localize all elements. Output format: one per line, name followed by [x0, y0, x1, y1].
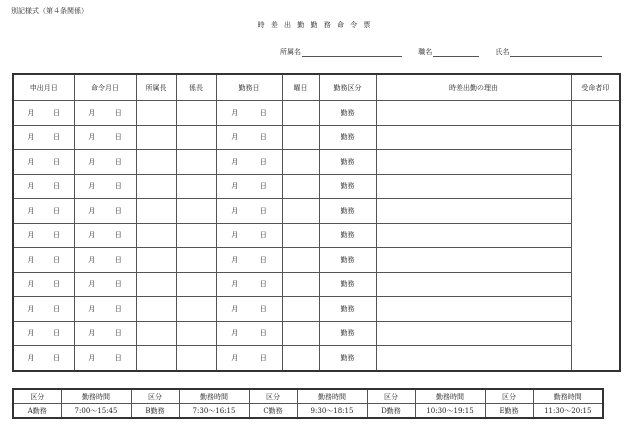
- legend-time: 7:00〜15:45: [61, 404, 131, 419]
- legend-time: 7:30〜16:15: [179, 404, 249, 419]
- reason-cell[interactable]: [376, 272, 571, 297]
- work-type-label: 勤務: [340, 329, 355, 338]
- work-type-label: 勤務: [340, 231, 355, 240]
- day-label: 日: [259, 206, 267, 215]
- work-date-cell[interactable]: [216, 321, 282, 346]
- table-row: [13, 199, 620, 224]
- chief-seal-cell[interactable]: [176, 125, 216, 150]
- month-label: 月: [231, 231, 239, 240]
- legend-time-header: 勤務時間: [415, 389, 485, 404]
- weekday-cell[interactable]: [282, 321, 319, 346]
- month-label: 月: [27, 353, 35, 362]
- legend-time: 9:30〜18:15: [297, 404, 367, 419]
- chief-seal-cell[interactable]: [176, 248, 216, 273]
- chief-seal-cell[interactable]: [176, 223, 216, 248]
- work-date-cell[interactable]: [216, 150, 282, 175]
- manager-seal-cell[interactable]: [136, 297, 176, 322]
- order-date-cell[interactable]: [74, 321, 136, 346]
- request-date-cell[interactable]: [13, 223, 74, 248]
- reason-cell[interactable]: [376, 199, 571, 224]
- work-type-label: 勤務: [340, 304, 355, 313]
- month-label: 月: [231, 304, 239, 313]
- day-label: 日: [114, 108, 122, 117]
- request-date-cell[interactable]: [13, 101, 74, 126]
- manager-seal-cell[interactable]: [136, 101, 176, 126]
- day-label: 日: [53, 280, 61, 289]
- month-label: 月: [27, 133, 35, 142]
- col-manager: 所属長: [136, 74, 176, 101]
- legend-kubun-header: 区分: [367, 389, 415, 404]
- legend-kubun: A勤務: [13, 404, 61, 419]
- order-date-cell[interactable]: [74, 297, 136, 322]
- work-type-cell[interactable]: [319, 199, 376, 224]
- month-label: 月: [88, 304, 96, 313]
- order-date-cell[interactable]: [74, 248, 136, 273]
- month-label: 月: [231, 182, 239, 191]
- month-label: 月: [231, 353, 239, 362]
- shift-legend-table: [12, 388, 604, 419]
- recipient-stamp-cell[interactable]: [571, 272, 620, 297]
- request-date-cell[interactable]: [13, 150, 74, 175]
- legend-kubun: C勤務: [249, 404, 297, 419]
- day-label: 日: [114, 206, 122, 215]
- day-label: 日: [114, 353, 122, 362]
- recipient-stamp-cell[interactable]: [571, 150, 620, 175]
- day-label: 日: [259, 182, 267, 191]
- order-date-cell[interactable]: [74, 272, 136, 297]
- manager-seal-cell[interactable]: [136, 272, 176, 297]
- order-date-cell[interactable]: [74, 150, 136, 175]
- legend-header-row: [13, 389, 603, 404]
- request-date-cell[interactable]: [13, 321, 74, 346]
- month-label: 月: [27, 231, 35, 240]
- month-label: 月: [231, 329, 239, 338]
- work-date-cell[interactable]: [216, 174, 282, 199]
- work-type-label: 勤務: [340, 182, 355, 191]
- work-type-label: 勤務: [340, 206, 355, 215]
- work-type-label: 勤務: [340, 353, 355, 362]
- order-date-cell[interactable]: [74, 101, 136, 126]
- day-label: 日: [114, 133, 122, 142]
- day-label: 日: [53, 304, 61, 313]
- month-label: 月: [27, 255, 35, 264]
- request-date-cell[interactable]: [13, 174, 74, 199]
- month-label: 月: [27, 206, 35, 215]
- request-date-cell[interactable]: [13, 199, 74, 224]
- work-order-table: [12, 73, 621, 372]
- table-header-row: [13, 74, 620, 101]
- col-request-date: 申出月日: [13, 74, 74, 101]
- work-type-cell[interactable]: [319, 174, 376, 199]
- legend-kubun: E勤務: [485, 404, 533, 419]
- weekday-cell[interactable]: [282, 101, 319, 126]
- day-label: 日: [53, 353, 61, 362]
- reason-cell[interactable]: [376, 297, 571, 322]
- day-label: 日: [259, 329, 267, 338]
- reason-cell[interactable]: [376, 223, 571, 248]
- table-row: [13, 150, 620, 175]
- recipient-stamp-cell[interactable]: [571, 248, 620, 273]
- month-label: 月: [27, 182, 35, 191]
- day-label: 日: [114, 182, 122, 191]
- day-label: 日: [114, 304, 122, 313]
- manager-seal-cell[interactable]: [136, 125, 176, 150]
- day-label: 日: [53, 206, 61, 215]
- recipient-stamp-cell[interactable]: [571, 199, 620, 224]
- work-date-cell[interactable]: [216, 248, 282, 273]
- recipient-stamp-cell[interactable]: [571, 321, 620, 346]
- reason-cell[interactable]: [376, 248, 571, 273]
- legend-time: 11:30〜20:15: [533, 404, 603, 419]
- day-label: 日: [114, 255, 122, 264]
- chief-seal-cell[interactable]: [176, 174, 216, 199]
- table-row: [13, 174, 620, 199]
- legend-kubun-header: 区分: [131, 389, 179, 404]
- day-label: 日: [259, 108, 267, 117]
- work-type-cell[interactable]: [319, 346, 376, 371]
- month-label: 月: [88, 255, 96, 264]
- manager-seal-cell[interactable]: [136, 174, 176, 199]
- day-label: 日: [53, 157, 61, 166]
- day-label: 日: [259, 133, 267, 142]
- col-work-type: 勤務区分: [319, 74, 376, 101]
- work-type-cell[interactable]: [319, 223, 376, 248]
- month-label: 月: [231, 280, 239, 289]
- weekday-cell[interactable]: [282, 199, 319, 224]
- work-date-cell[interactable]: [216, 272, 282, 297]
- chief-seal-cell[interactable]: [176, 199, 216, 224]
- request-date-cell[interactable]: [13, 297, 74, 322]
- work-type-label: 勤務: [340, 133, 355, 142]
- work-type-label: 勤務: [340, 108, 355, 117]
- table-row: [13, 346, 620, 371]
- chief-seal-cell[interactable]: [176, 297, 216, 322]
- work-type-cell[interactable]: [319, 125, 376, 150]
- name-field[interactable]: [495, 47, 602, 57]
- col-weekday: 曜日: [282, 74, 319, 101]
- table-row: [13, 248, 620, 273]
- work-type-label: 勤務: [340, 157, 355, 166]
- month-label: 月: [88, 108, 96, 117]
- weekday-cell[interactable]: [282, 297, 319, 322]
- chief-seal-cell[interactable]: [176, 346, 216, 371]
- legend-kubun-header: 区分: [13, 389, 61, 404]
- recipient-stamp-cell[interactable]: [571, 174, 620, 199]
- request-date-cell[interactable]: [13, 125, 74, 150]
- legend-time-header: 勤務時間: [179, 389, 249, 404]
- day-label: 日: [53, 329, 61, 338]
- day-label: 日: [53, 231, 61, 240]
- position-label: 職名: [418, 48, 433, 56]
- month-label: 月: [88, 353, 96, 362]
- office-blank[interactable]: [302, 48, 402, 57]
- manager-seal-cell[interactable]: [136, 346, 176, 371]
- work-date-cell[interactable]: [216, 199, 282, 224]
- month-label: 月: [27, 280, 35, 289]
- month-label: 月: [27, 304, 35, 313]
- work-type-label: 勤務: [340, 255, 355, 264]
- day-label: 日: [53, 182, 61, 191]
- work-type-cell[interactable]: [319, 321, 376, 346]
- month-label: 月: [88, 280, 96, 289]
- month-label: 月: [27, 157, 35, 166]
- day-label: 日: [259, 157, 267, 166]
- weekday-cell[interactable]: [282, 346, 319, 371]
- weekday-cell[interactable]: [282, 174, 319, 199]
- month-label: 月: [88, 231, 96, 240]
- manager-seal-cell[interactable]: [136, 223, 176, 248]
- chief-seal-cell[interactable]: [176, 321, 216, 346]
- recipient-stamp-cell[interactable]: [571, 223, 620, 248]
- col-chief: 係長: [176, 74, 216, 101]
- legend-kubun: B勤務: [131, 404, 179, 419]
- page-title: 時 差 出 勤 勤 務 命 令 票: [257, 21, 373, 29]
- order-date-cell[interactable]: [74, 174, 136, 199]
- month-label: 月: [231, 206, 239, 215]
- order-date-cell[interactable]: [74, 199, 136, 224]
- weekday-cell[interactable]: [282, 248, 319, 273]
- request-date-cell[interactable]: [13, 272, 74, 297]
- col-recipient-stamp: 受命者印: [571, 74, 620, 101]
- work-type-label: 勤務: [340, 280, 355, 289]
- legend-time-header: 勤務時間: [533, 389, 603, 404]
- day-label: 日: [259, 304, 267, 313]
- work-type-cell[interactable]: [319, 297, 376, 322]
- month-label: 月: [88, 182, 96, 191]
- weekday-cell[interactable]: [282, 150, 319, 175]
- reason-cell[interactable]: [376, 150, 571, 175]
- manager-seal-cell[interactable]: [136, 150, 176, 175]
- month-label: 月: [231, 255, 239, 264]
- weekday-cell[interactable]: [282, 223, 319, 248]
- name-blank[interactable]: [510, 48, 602, 57]
- month-label: 月: [231, 157, 239, 166]
- day-label: 日: [114, 157, 122, 166]
- legend-time-header: 勤務時間: [61, 389, 131, 404]
- recipient-stamp-cell[interactable]: [571, 125, 620, 150]
- work-type-cell[interactable]: [319, 272, 376, 297]
- work-date-cell[interactable]: [216, 297, 282, 322]
- order-date-cell[interactable]: [74, 346, 136, 371]
- weekday-cell[interactable]: [282, 125, 319, 150]
- position-field[interactable]: [418, 47, 479, 57]
- chief-seal-cell[interactable]: [176, 272, 216, 297]
- table-row: [13, 125, 620, 150]
- day-label: 日: [114, 231, 122, 240]
- manager-seal-cell[interactable]: [136, 199, 176, 224]
- reason-cell[interactable]: [376, 346, 571, 371]
- position-blank[interactable]: [433, 48, 479, 57]
- month-label: 月: [27, 329, 35, 338]
- day-label: 日: [259, 280, 267, 289]
- day-label: 日: [114, 329, 122, 338]
- manager-seal-cell[interactable]: [136, 248, 176, 273]
- month-label: 月: [231, 133, 239, 142]
- work-date-cell[interactable]: [216, 223, 282, 248]
- legend-time-header: 勤務時間: [297, 389, 367, 404]
- reason-cell[interactable]: [376, 125, 571, 150]
- day-label: 日: [259, 231, 267, 240]
- name-label: 氏名: [495, 48, 510, 56]
- legend-kubun: D勤務: [367, 404, 415, 419]
- weekday-cell[interactable]: [282, 272, 319, 297]
- chief-seal-cell[interactable]: [176, 101, 216, 126]
- reason-cell[interactable]: [376, 321, 571, 346]
- office-label: 所属名: [280, 48, 301, 56]
- reason-cell[interactable]: [376, 101, 571, 126]
- legend-data-row: [13, 404, 603, 419]
- day-label: 日: [259, 353, 267, 362]
- col-reason: 時差出勤の理由: [376, 74, 571, 101]
- legend-kubun-header: 区分: [249, 389, 297, 404]
- table-row: [13, 272, 620, 297]
- month-label: 月: [88, 329, 96, 338]
- recipient-stamp-cell[interactable]: [571, 297, 620, 322]
- request-date-cell[interactable]: [13, 346, 74, 371]
- month-label: 月: [27, 108, 35, 117]
- table-row: [13, 321, 620, 346]
- day-label: 日: [53, 133, 61, 142]
- work-date-cell[interactable]: [216, 101, 282, 126]
- month-label: 月: [231, 108, 239, 117]
- day-label: 日: [259, 255, 267, 264]
- day-label: 日: [114, 280, 122, 289]
- order-date-cell[interactable]: [74, 125, 136, 150]
- work-type-cell[interactable]: [319, 150, 376, 175]
- table-row: [13, 101, 620, 126]
- col-work-date: 勤務日: [216, 74, 282, 101]
- col-order-date: 命令月日: [74, 74, 136, 101]
- chief-seal-cell[interactable]: [176, 150, 216, 175]
- month-label: 月: [88, 206, 96, 215]
- work-type-cell[interactable]: [319, 248, 376, 273]
- day-label: 日: [53, 255, 61, 264]
- work-date-cell[interactable]: [216, 125, 282, 150]
- header-fields: [280, 47, 602, 57]
- request-date-cell[interactable]: [13, 248, 74, 273]
- day-label: 日: [53, 108, 61, 117]
- recipient-stamp-cell[interactable]: [571, 346, 620, 371]
- office-field[interactable]: [280, 47, 402, 57]
- recipient-stamp-cell[interactable]: [571, 101, 620, 126]
- month-label: 月: [88, 133, 96, 142]
- legend-kubun-header: 区分: [485, 389, 533, 404]
- legend-time: 10:30〜19:15: [415, 404, 485, 419]
- reason-cell[interactable]: [376, 174, 571, 199]
- table-row: [13, 223, 620, 248]
- work-type-cell[interactable]: [319, 101, 376, 126]
- order-date-cell[interactable]: [74, 223, 136, 248]
- table-row: [13, 297, 620, 322]
- work-date-cell[interactable]: [216, 346, 282, 371]
- form-number: 別記様式（第４条関係）: [11, 7, 88, 15]
- manager-seal-cell[interactable]: [136, 321, 176, 346]
- month-label: 月: [88, 157, 96, 166]
